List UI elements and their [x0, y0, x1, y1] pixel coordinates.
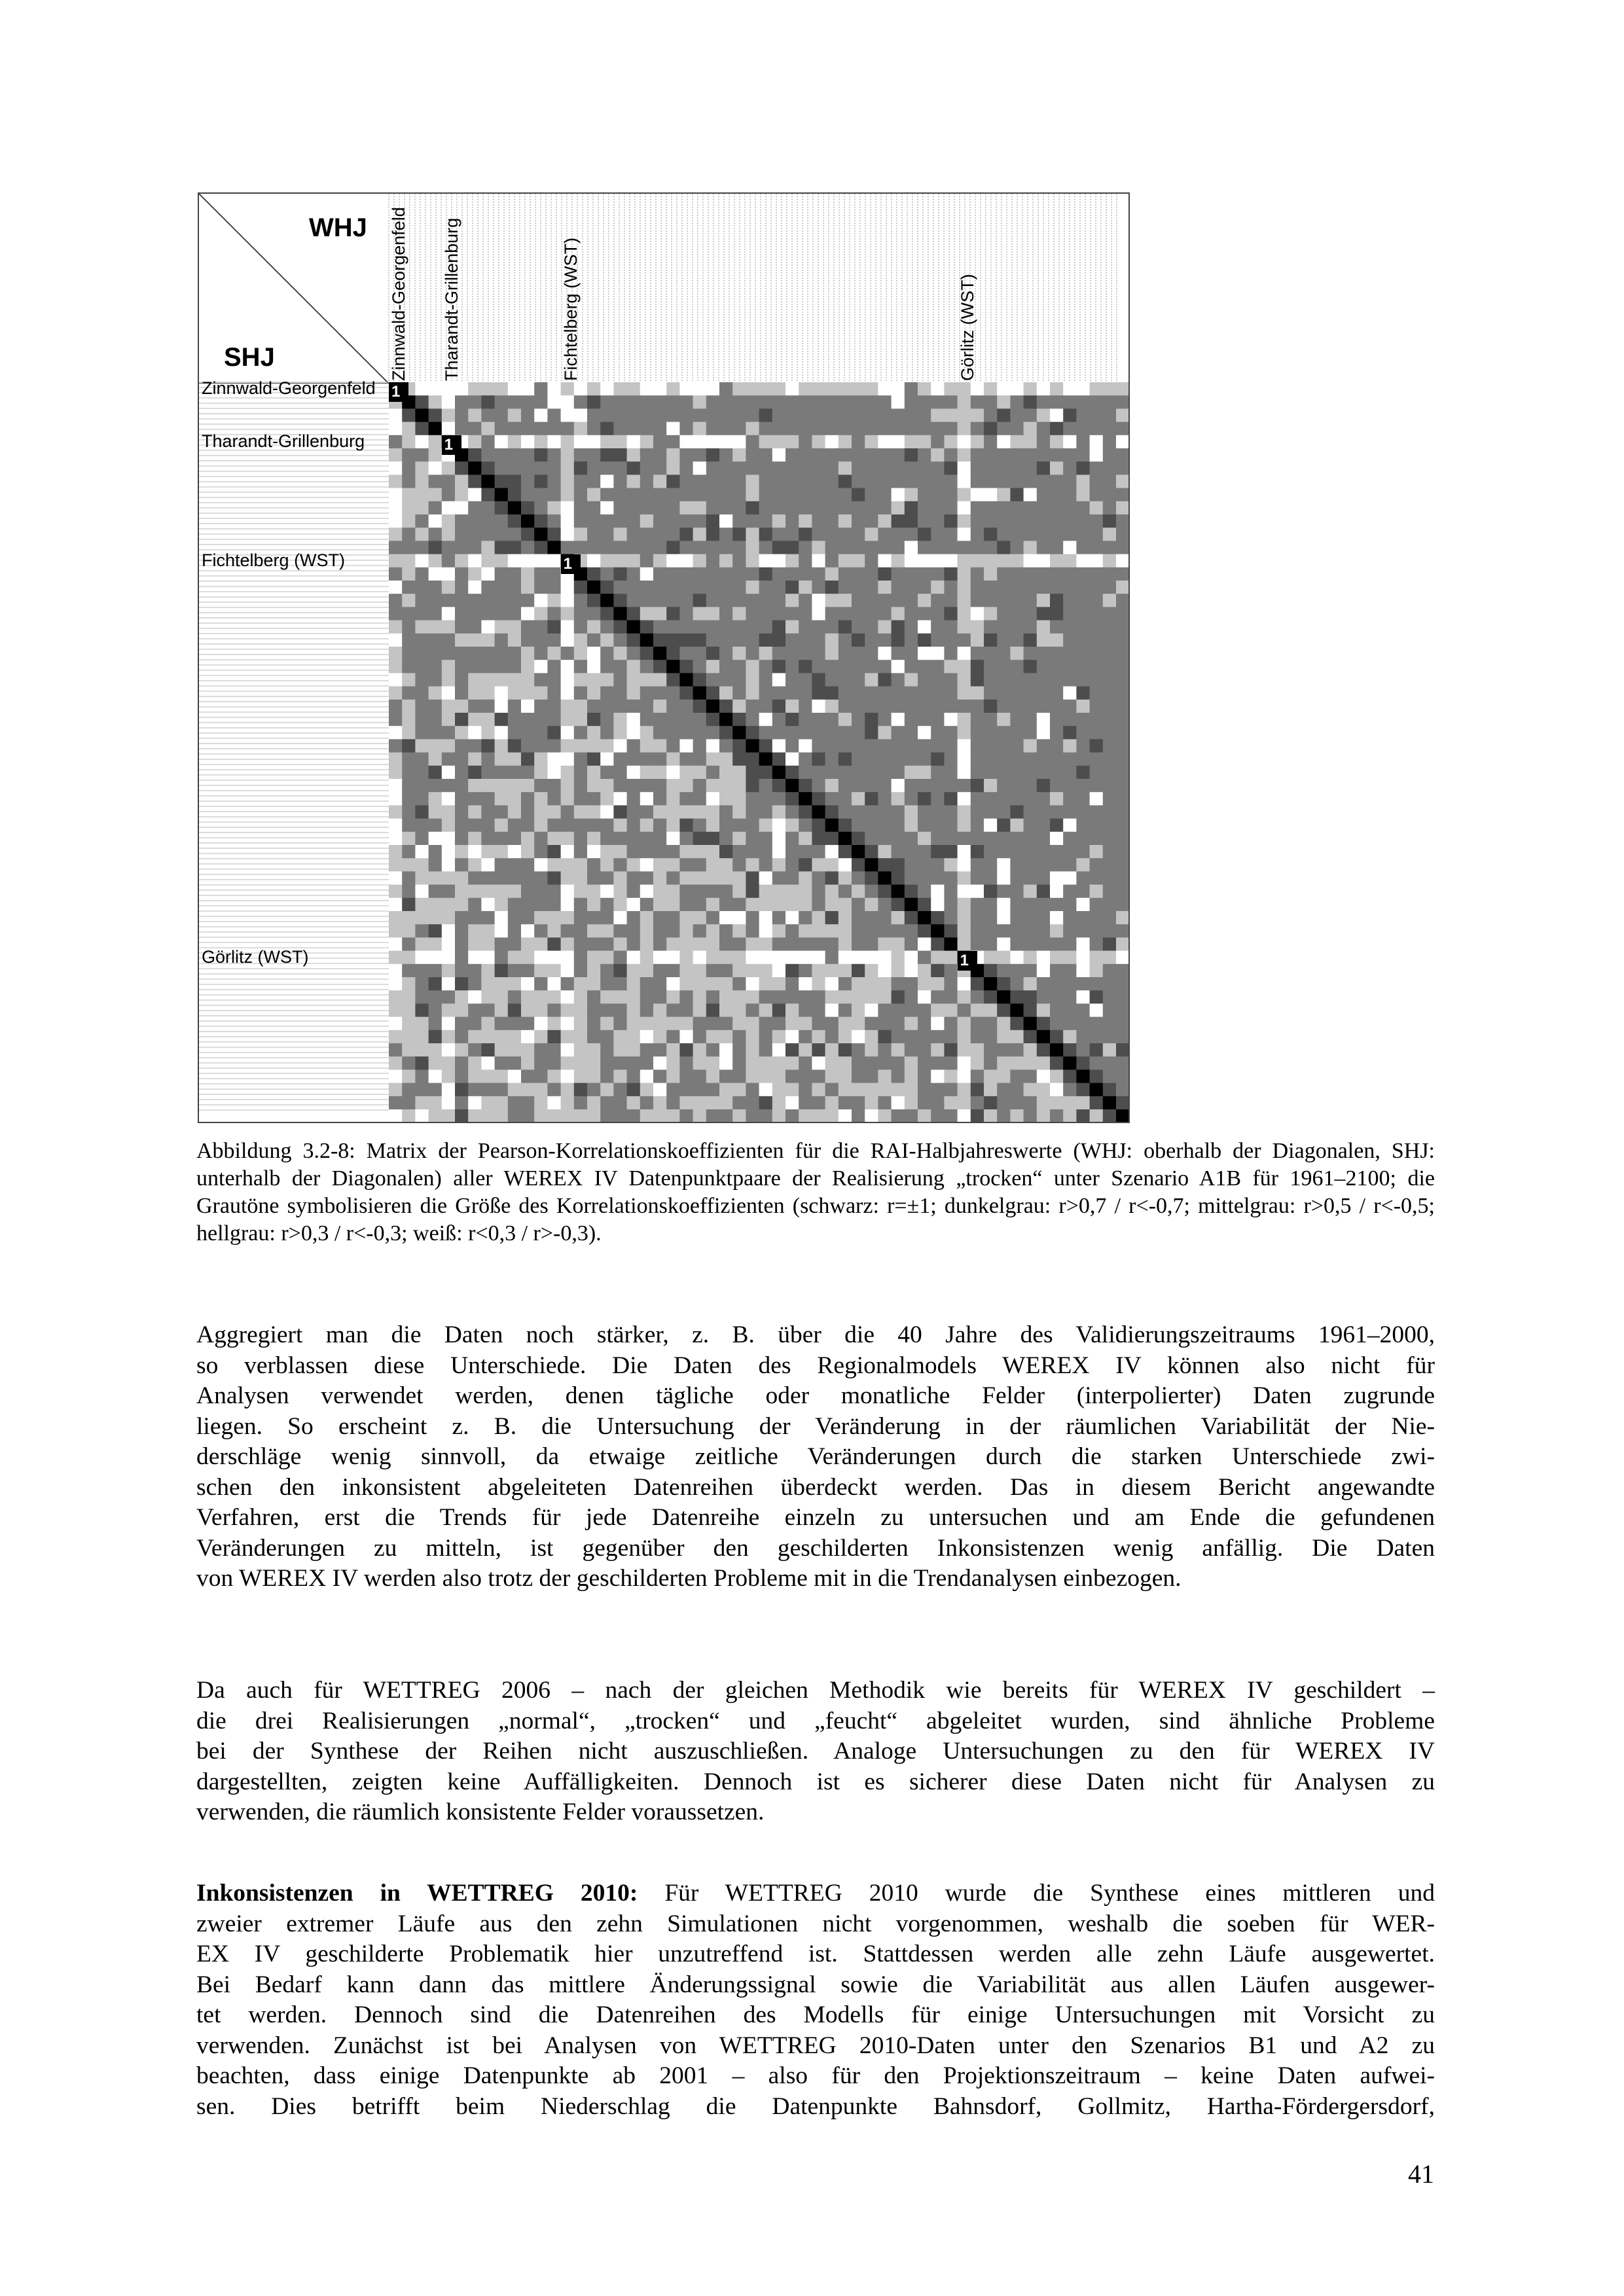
column-label: Görlitz (WST) [957, 274, 977, 381]
text-line: Aggregiert man die Daten noch stärker, z. B. über die 40 Jahre des Validierungszeitraums 1961–2000, [196, 1321, 1435, 1348]
matrix-cells [389, 382, 1128, 1123]
text-line: schen den inkonsistent abgeleiteten Datenreihen überdeckt werden. Das in diesem Bericht angewandte [196, 1473, 1435, 1501]
text-line: Verfahren, erst die Trends für jede Datenreihe einzeln zu untersuchen und am Ende die gefundenen [196, 1504, 1435, 1531]
text-line: tet werden. Dennoch sind die Datenreihen des Modells für einige Untersuchungen mit Vorsicht zu [196, 2001, 1435, 2028]
text-line: Da auch für WETTREG 2006 – nach der gleichen Methodik wie bereits für WEREX IV geschildert – [196, 1677, 1435, 1704]
row-label-stripes [199, 382, 389, 1110]
column-label: Fichtelberg (WST) [560, 237, 581, 381]
text-line: sen. Dies betrifft beim Niederschlag die Datenpunkte Bahnsdorf, Gollmitz, Hartha-Fördergersdorf, [196, 2092, 1435, 2120]
text-line: zweier extremer Läufe aus den zehn Simulationen nicht vorgenommen, weshalb die soeben für WER- [196, 1910, 1435, 1937]
text-line: Veränderungen zu mitteln, ist gegenüber den geschilderten Inkonsistenzen wenig anfällig. Die Daten [196, 1534, 1435, 1562]
text-line: beachten, dass einige Datenpunkte ab 2001 – also für den Projektionszeitraum – keine Daten aufwei- [196, 2062, 1435, 2089]
text-line: Bei Bedarf kann dann das mittlere Änderungssignal sowie die Variabilität aus allen Läufen ausgewer- [196, 1971, 1435, 1998]
column-label: Zinnwald-Georgenfeld [389, 207, 408, 381]
shj-label: SHJ [224, 343, 275, 372]
text-line: von WEREX IV werden also trotz der geschilderten Probleme mit in die Trendanalysen einbezogen. [196, 1565, 1182, 1592]
paragraph-1 [196, 1320, 1435, 1594]
paragraph-3-heading: Inkonsistenzen in WETTREG 2010: [196, 1880, 638, 1907]
figure-caption: Abbildung 3.2-8: Matrix der Pearson-Korrelationskoeffizienten für die RAI-Halbjahreswerte (WHJ: oberhalb der Diagonalen, SHJ: unterhalb der Diagonalen) aller WEREX IV Datenpunktpaare der Realisierung „trocken“ unter Szenario A1B für 1961–2100; die Grautöne symbolisieren die Größe des Korrelationskoeffizienten (schwarz: r=±1; dunkelgrau: r>0,7 / r<-0,7; mittelgrau: r>0,5 / r<-0,5; hellgrau: r>0,3 / r<-0,3; weiß: r<0,3 / r>-0,3). [196, 1139, 1435, 1246]
diagonal-one-cell: 1 [389, 382, 408, 402]
paragraph-3-first-rest: Für WETTREG 2010 wurde die Synthese eines mittleren und [638, 1880, 1435, 1907]
paragraph-3 [196, 1878, 1435, 2122]
text-line: verwenden. Zunächst ist bei Analysen von WETTREG 2010-Daten unter den Szenarios B1 und A2 zu [196, 2032, 1435, 2059]
text-line: bei der Synthese der Reihen nicht auszuschließen. Analoge Untersuchungen zu den für WEREX IV [196, 1738, 1435, 1765]
text-line: EX IV geschilderte Problematik hier unzutreffend ist. Stattdessen werden alle zehn Läufe ausgewertet. [196, 1941, 1435, 1967]
matrix-grid [199, 194, 1128, 1123]
column-header-stripes [389, 194, 1117, 382]
text-line: die drei Realisierungen „normal“, „trocken“ und „feucht“ abgeleitet wurden, sind ähnliche Probleme [196, 1707, 1435, 1734]
row-label: Tharandt-Grillenburg [202, 431, 365, 451]
text-line: Analysen verwendet werden, denen tägliche oder monatliche Felder (interpolierter) Daten zugrunde [196, 1382, 1435, 1409]
page-number: 41 [1408, 2159, 1434, 2189]
text-line: dargestellten, zeigten keine Auffälligkeiten. Dennoch ist es sicherer diese Daten nicht für Analysen zu [196, 1768, 1435, 1795]
diagonal-one-cell: 1 [442, 435, 461, 455]
text-line: derschläge wenig sinnvoll, da etwaige zeitliche Veränderungen durch die starken Unterschiede zwi- [196, 1443, 1435, 1470]
row-label: Zinnwald-Georgenfeld [202, 378, 376, 398]
paragraph-2 [196, 1676, 1435, 1828]
row-label: Fichtelberg (WST) [202, 550, 346, 570]
text-line: so verblassen diese Unterschiede. Die Daten des Regionalmodels WEREX IV können also nicht für [196, 1352, 1435, 1379]
paragraph-3-first-line [196, 1878, 1435, 1909]
whj-label: WHJ [309, 213, 367, 242]
diagonal-one-cell: 1 [958, 951, 977, 971]
row-label: Görlitz (WST) [202, 946, 309, 967]
column-label: Tharandt-Grillenburg [441, 217, 461, 381]
text-line: verwenden, die räumlich konsistente Felder voraussetzen. [196, 1799, 765, 1825]
correlation-matrix-figure [198, 192, 1130, 1123]
text-line: liegen. So erscheint z. B. die Untersuchung der Veränderung in der räumlichen Variabilität der Nie- [196, 1412, 1435, 1440]
diagonal-one-cell: 1 [561, 554, 581, 574]
